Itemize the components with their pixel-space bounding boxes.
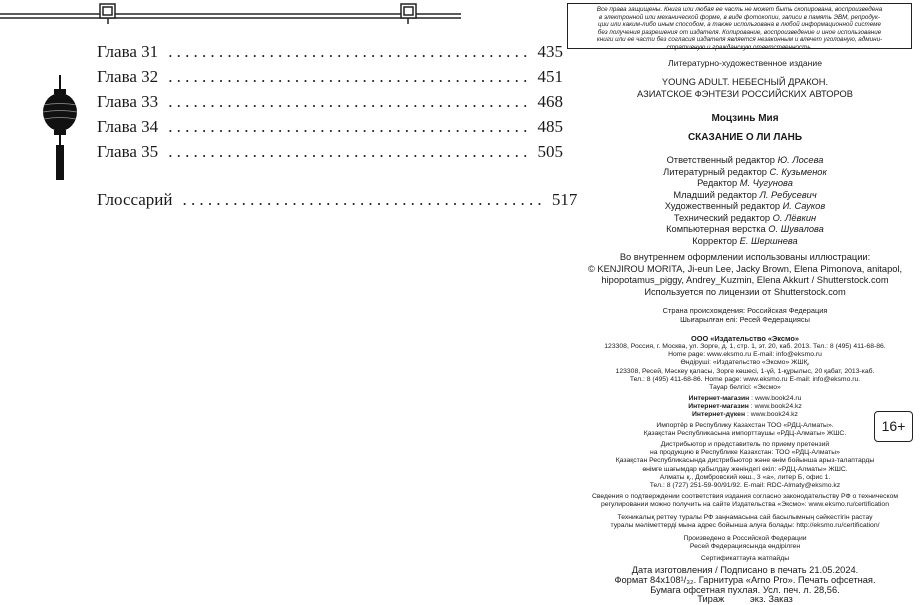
distributor-line: Қазақстан Республикасында дистрибьютор және өнім бойынша арыз-талаптарды — [615, 457, 875, 465]
credit-line: Литературный редактор С. Кузьменок — [663, 166, 827, 177]
illustration-credits — [569, 252, 921, 298]
toc-label: Глоссарий — [97, 190, 173, 209]
credit-line: Технический редактор О. Лёвкин — [673, 212, 817, 223]
conformity-kz — [575, 514, 915, 530]
credits — [575, 155, 915, 247]
toc-label: Глава 32 — [97, 67, 159, 86]
rights-line: без получения разрешения от издателя. Копирование, воспроизведение и иное использование — [597, 28, 882, 36]
production-line: Тираж экз. Заказ — [697, 594, 793, 605]
production-line: Дата изготовления / Подписано в печать 21.05.2024. — [631, 565, 859, 575]
publisher-line: 123308, Ресей, Мәскеу қаласы, Зорге көшесі, 1-үй, 1-құрылыс, 20 қабат, 2013-каб. — [615, 367, 875, 375]
shop-line: Интернет-магазин : www.book24.ru — [688, 395, 802, 402]
shop-line: Интернет-дүкен : www.book24.kz — [692, 411, 798, 419]
lantern-icon — [40, 75, 80, 185]
credit-line: Редактор М. Чугунова — [697, 178, 793, 188]
conformity-kz-line: туралы мәліметтерді мына адрес бойынша алуға болады: http://eksmo.ru/certification/ — [610, 522, 880, 530]
toc-page-number: 517 — [551, 190, 578, 209]
importer-line: Импортёр в Республику Казахстан ТОО «РДЦ-Алматы». — [656, 422, 834, 429]
imprint-page — [461, 0, 922, 605]
illustration-line: Во внутреннем оформлении использованы иллюстрации: — [619, 252, 871, 262]
conformity-line: регулировании можно получить на сайте Издательства «Эксмо»: www.eksmo.ru/certification — [600, 501, 889, 509]
toc-leader: ........................................... — [168, 92, 532, 111]
produced-line: Ресей Федерациясында өндірілген — [689, 543, 801, 551]
illustration-line: hipopotamus_piggy, Andrey_Kuzmin, Elena Akkurt / Shutterstock.com — [601, 275, 889, 285]
publisher-line: Тел.: 8 (495) 411-68-86. Home page: www.eksmo.ru E-mail: info@eksmo.ru. — [629, 375, 861, 383]
shop-line: Интернет-магазин : www.book24.kz — [688, 403, 802, 411]
rights-line: в электронной или механической форме, в виде фотокопии, записи в память ЭВМ, репродук- — [598, 13, 881, 21]
toc-page-number: 451 — [537, 67, 564, 86]
distributor-line: Алматы қ., Домбровский көш., 3 «а», литер Б, офис 1. — [659, 473, 831, 481]
author: Моцзинь Мия — [711, 113, 779, 124]
publisher-line: Тауар белгісі: «Эксмо» — [709, 384, 781, 392]
rights-line: книги или ее части без согласия издателя является незаконным и влечет уголовную, админи- — [596, 36, 883, 44]
credit-line: Младший редактор Л. Ребусевич — [673, 189, 817, 200]
toc-entry-glossary — [97, 189, 578, 211]
rights-notice — [567, 3, 912, 49]
toc-label: Глава 31 — [97, 42, 159, 61]
conformity-line: Сведения о подтверждении соответствия издания согласно законодательству РФ о техническом — [591, 493, 899, 500]
series-line: АЗИАТСКОЕ ФЭНТЕЗИ РОССИЙСКИХ АВТОРОВ — [637, 88, 853, 99]
publisher-line: 123308, Россия, г. Москва, ул. Зорге, д. 1, стр. 1, эт. 20, каб. 2013. Тел.: 8 (495) 411-68-86. — [604, 343, 886, 350]
publisher-line: Home page: www.eksmo.ru E-mail: info@eksmo.ru — [668, 351, 822, 359]
credit-line: Художественный редактор И. Сауков — [664, 201, 826, 211]
toc-leader: ........................................... — [168, 142, 532, 161]
toc-label: Глава 34 — [97, 117, 159, 136]
produced-line: Произведено в Российской Федерации — [683, 535, 807, 542]
importer-line: Қазақстан Республикасына импорттаушы «РДЦ-Алматы» ЖШС. — [643, 430, 847, 438]
certification-note: Сертификаттауға жатпайды — [700, 555, 790, 562]
distributor-line: Дистрибьютор и представитель по приему претензий — [660, 441, 830, 448]
toc-label: Глава 33 — [97, 92, 159, 111]
importer — [575, 422, 915, 438]
origin — [575, 306, 915, 324]
production-info — [573, 566, 917, 605]
series-line: YOUNG ADULT. НЕБЕСНЫЙ ДРАКОН. — [661, 77, 829, 87]
conformity-ru — [569, 493, 921, 509]
conformity-kz-line: Техникалық реттеу туралы РФ заңнамасына сай басылымның сәйкестігін растау — [617, 514, 873, 521]
production-line: Формат 84x108¹/₃₂. Гарнитура «Arno Pro». Печать офсетная. — [614, 574, 876, 585]
toc-entry-31 — [97, 41, 564, 63]
rights-line: Все права защищены. Книга или любая ее часть не может быть скопирована, воспроизведена — [596, 6, 883, 13]
rights-line: стративную и гражданскую ответственность. — [666, 43, 813, 51]
toc-page-number: 485 — [537, 117, 564, 136]
toc-leader: ........................................... — [168, 42, 532, 61]
toc-label: Глава 35 — [97, 142, 159, 161]
publisher-line: Өндіруші: «Издательство «Эксмо» ЖШҚ, — [680, 359, 810, 367]
distributor-line: Тел.: 8 (727) 251-59-90/91/92. E-mail: RDC-Almaty@eksmo.kz — [649, 482, 841, 490]
genre: Литературно-художественное издание — [668, 58, 822, 68]
production-line: Бумага офсетная пухлая. Усл. печ. л. 28,56. — [650, 584, 840, 595]
book-title: СКАЗАНИЕ О ЛИ ЛАНЬ — [687, 132, 803, 143]
publisher-address — [571, 343, 919, 392]
toc-page-number: 435 — [537, 42, 564, 61]
toc-leader: ........................................... — [168, 117, 532, 136]
toc-leader: ........................................... — [182, 190, 546, 209]
series — [575, 77, 915, 100]
toc-page-number: 468 — [537, 92, 564, 111]
distributor-line: на продукцию в Республике Казахстан: ТОО «РДЦ-Алматы» — [650, 449, 840, 457]
toc-entry-33 — [97, 91, 564, 113]
publisher-name: ООО «Издательство «Эксмо» — [691, 334, 799, 343]
toc-page-number: 505 — [537, 142, 564, 161]
credit-line: Ответственный редактор Ю. Лосева — [666, 155, 824, 165]
produced-in — [575, 535, 915, 551]
distributor-line: өнімге шағымдар қабылдау жөніндегі екіл: «РДЦ-Алматы» ЖШС. — [642, 465, 848, 473]
origin-line: Шығарылған елі: Ресей Федерациясы — [680, 315, 810, 324]
illustration-line: © KENJIROU MORITA, Ji-eun Lee, Jacky Brown, Elena Pimonova, anitapol, — [587, 263, 903, 274]
credit-line: Корректор Е. Шершнева — [692, 235, 798, 246]
toc-leader: ........................................... — [168, 67, 532, 86]
toc-entry-32 — [97, 66, 564, 88]
toc-entry-34 — [97, 116, 564, 138]
toc-entry-35 — [97, 141, 564, 163]
origin-line: Страна происхождения: Российская Федерация — [662, 306, 828, 315]
rights-line: ции или каким-либо иным способом, а также использована в любой информационной системе — [598, 21, 881, 29]
illustration-line: Используется по лицензии от Shutterstock.com — [644, 286, 846, 297]
distributor — [575, 441, 915, 490]
online-shops — [575, 395, 915, 420]
age-rating-badge: 16+ — [874, 411, 913, 442]
credit-line: Компьютерная верстка О. Шувалова — [666, 224, 824, 234]
